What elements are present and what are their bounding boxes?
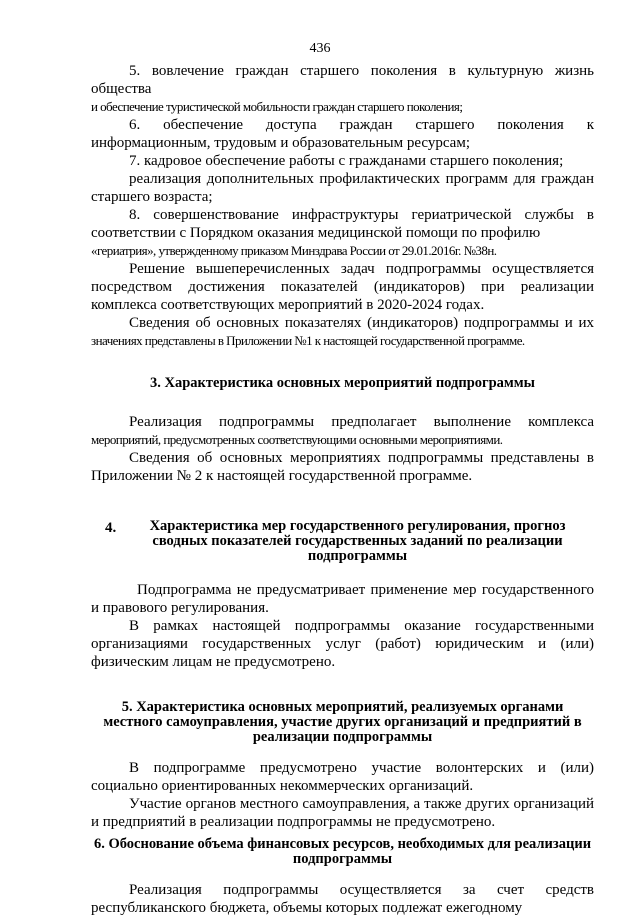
- section-4-paragraph-2: В рамках настоящей подпрограммы оказание государственными организациями государственных услуг (работ) юридическим и (или) физическим лицам не предусмотрено.: [91, 618, 594, 670]
- section-3-paragraph-1-cont: мероприятий, предусмотренных соответствующими основными мероприятиями.: [91, 432, 503, 447]
- section-3-paragraph-2: Сведения об основных мероприятиях подпрограммы представлены в Приложении № 2 к настоящей государственной программе.: [91, 450, 594, 484]
- paragraph-item-5: 5. вовлечение граждан старшего поколения в культурную жизнь общества: [91, 63, 594, 97]
- section-4-number: 4.: [105, 520, 117, 536]
- paragraph-indicators-info-cont: значениях представлены в Приложении №1 к настоящей государственной программе.: [91, 333, 525, 348]
- paragraph-indicators-info: Сведения об основных показателях (индикаторов) подпрограммы и их: [129, 315, 594, 331]
- section-4-title: Характеристика мер государственного регулирования, прогноз сводных показателей государственных заданий по реализации подпрограммы: [149, 518, 566, 564]
- paragraph-additional-programs: реализация дополнительных профилактических программ для граждан старшего возраста;: [91, 171, 594, 205]
- paragraph-item-5-cont: и обеспечение туристической мобильности граждан старшего поколения;: [91, 99, 463, 114]
- section-4-heading: [91, 519, 594, 564]
- section-3-heading: 3. Характеристика основных мероприятий подпрограммы: [150, 375, 535, 391]
- paragraph-item-8-cont: «гериатрия», утвержденному приказом Минздрава России от 29.01.2016г. №38н.: [91, 243, 497, 258]
- section-6-heading: 6. Обоснование объема финансовых ресурсов, необходимых для реализации подпрограммы: [93, 836, 592, 867]
- section-5-paragraph-2: Участие органов местного самоуправления, а также других организаций и предприятий в реализации подпрограммы не предусмотрено.: [91, 796, 594, 830]
- page-content: [91, 62, 594, 917]
- section-3-paragraph-1: Реализация подпрограммы предполагает выполнение комплекса: [129, 414, 594, 430]
- page-number: 436: [309, 41, 331, 56]
- paragraph-item-6: 6. обеспечение доступа граждан старшего поколения к информационным, трудовым и образовательным ресурсам;: [91, 117, 594, 151]
- section-4-paragraph-1: Подпрограмма не предусматривает применение мер государственного и правового регулирования.: [91, 582, 594, 616]
- section-5-heading: 5. Характеристика основных мероприятий, реализуемых органами местного самоуправления, участие других организаций и предприятий в реализации подпрограммы: [103, 699, 582, 745]
- paragraph-item-7: 7. кадровое обеспечение работы с гражданами старшего поколения;: [129, 153, 564, 169]
- paragraph-item-8: 8. совершенствование инфраструктуры гериатрической службы в соответствии с Порядком оказания медицинской помощи по профилю: [91, 207, 594, 241]
- section-5-paragraph-1: В подпрограмме предусмотрено участие волонтерских и (или) социально ориентированных некоммерческих организаций.: [91, 760, 594, 794]
- paragraph-tasks-solution: Решение вышеперечисленных задач подпрограммы осуществляется посредством достижения показателей (индикаторов) при реализации комплекса соответствующих мероприятий в 2020-2024 годах.: [91, 261, 594, 313]
- section-6-paragraph-1: Реализация подпрограммы осуществляется за счет средств республиканского бюджета, объемы которых подлежат ежегодному: [91, 882, 594, 916]
